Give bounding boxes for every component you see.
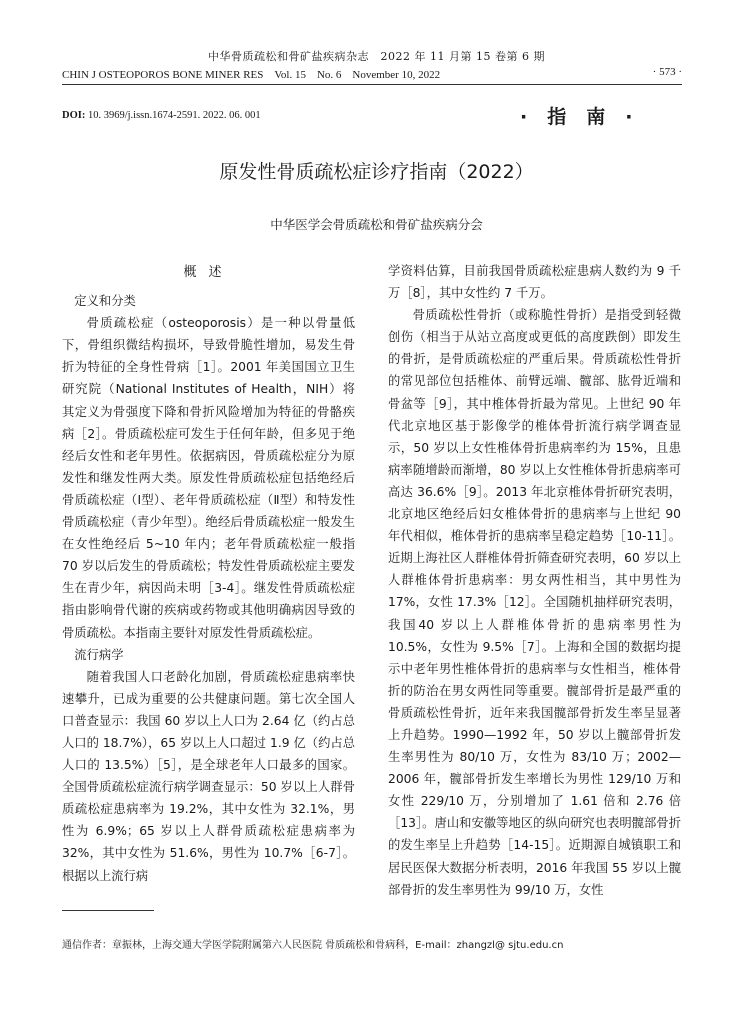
footnote-rule	[62, 910, 154, 911]
subheading-definition: 定义和分类	[74, 294, 136, 309]
journal-header-en: CHIN J OSTEOPOROS BONE MINER RES Vol. 15 No. 6 November 10, 2022	[62, 69, 441, 81]
overview-heading: 概述	[183, 265, 234, 280]
subheading-epidemiology: 流行病学	[74, 647, 124, 662]
paragraph-epidemiology-cont: 学资料估算，目前我国骨质疏松症患病人数约为 9 千万［8］，其中女性约 7 千万。	[388, 264, 681, 301]
journal-header-en-row	[62, 66, 682, 82]
paragraph-definition: 骨质疏松症（osteoporosis）是一种以骨量低下，骨组织微结构损坏，导致骨脆性增加，易发生骨折为特征的全身性骨病［1］。2001 年美国国立卫生研究院（National Institutes of Health，NIH）将其定义为骨强度下降和骨折风险增加为特征的骨骼疾病［2］。骨质疏松症可发生于任何年龄，但多见于绝经后女性和老年男性。依据病因，骨质疏松症分为原发性和继发性两大类。原发性骨质疏松症包括绝经后骨质疏松症（Ⅰ型）、老年骨质疏松症（Ⅱ型）和特发性骨质疏松症（青少年型）。绝经后骨质疏松症一般发生在女性绝经后 5~10 年内；老年骨质疏松症一般指 70 岁以后发生的骨质疏松；特发性骨质疏松症主要发生在青少年，病因尚未明［3-4］。继发性骨质疏松症指由影响骨代谢的疾病或药物或其他明确病因导致的骨质疏松。本指南主要针对原发性骨质疏松症。	[62, 316, 355, 640]
doi-value: 10. 3969/j.issn.1674-2591. 2022. 06. 001	[87, 110, 261, 121]
paragraph-epidemiology: 随着我国人口老龄化加剧，骨质疏松症患病率快速攀升，已成为重要的公共健康问题。第七次全国人口普查显示：我国 60 岁以上人口为 2.64 亿（约占总人口的 18.7%），65 岁以上人口超过 1.9 亿（约占总人口的 13.5%）［5］，是全球老年人口最多的国家。全国骨质疏松症流行病学调查显示：50 岁以上人群骨质疏松症患病率为 19.2%，其中女性为 32.1%，男性为 6.9%；65 岁以上人群骨质疏松症患病率为 32%，其中女性为 51.6%，男性为 10.7%［6-7］。根据以上流行病	[62, 669, 355, 883]
corresponding-author-footnote: 通信作者：章振林，上海交通大学医学院附属第六人民医院 骨质疏松和骨病科，E-mail：zhangzl@ sjtu.edu.cn	[62, 940, 564, 951]
left-column	[62, 262, 355, 887]
author-organization: 中华医学会骨质疏松和骨矿盐疾病分会	[270, 217, 483, 232]
section-tag: ·指南·	[520, 106, 653, 128]
journal-header-cn: 中华骨质疏松和骨矿盐疾病杂志 2022 年 11 月第 15 卷第 6 期	[208, 50, 545, 63]
article-title: 原发性骨质疏松症诊疗指南（2022）	[219, 161, 534, 183]
right-column	[388, 260, 681, 901]
doi-line	[62, 110, 261, 121]
doi-label: DOI:	[62, 110, 86, 121]
paragraph-fracture: 骨质疏松性骨折（或称脆性骨折）是指受到轻微创伤（相当于从站立高度或更低的高度跌倒）即发生的骨折，是骨质疏松症的严重后果。骨质疏松性骨折的常见部位包括椎体、前臂远端、髋部、肱骨近端和骨盆等［9］，其中椎体骨折最为常见。上世纪 90 年代北京地区基于影像学的椎体骨折流行病学调查显示，50 岁以上女性椎体骨折患病率约为 15%，且患病率随增龄而渐增，80 岁以上女性椎体骨折患病率可高达 36.6%［9］。2013 年北京椎体骨折研究表明，北京地区绝经后妇女椎体骨折的患病率与上世纪 90 年代相似，椎体骨折的患病率呈稳定趋势［10-11］。近期上海社区人群椎体骨折筛查研究表明，60 岁以上人群椎体骨折患病率：男女两性相当，其中男性为 17%，女性 17.3%［12］。全国随机抽样研究表明，我国40 岁以上人群椎体骨折的患病率男性为 10.5%，女性为 9.5%［7］。上海和全国的数据均提示中老年男性椎体骨折的患病率与女性相当，椎体骨折的防治在男女两性同等重要。髋部骨折是最严重的骨质疏松性骨折，近年来我国髋部骨折发生率呈显著上升趋势。1990—1992 年，50 岁以上髋部骨折发生率男性为 80/10 万，女性为 83/10 万；2002—2006 年，髋部骨折发生率增长为男性 129/10 万和女性 229/10 万，分别增加了 1.61 倍和 2.76 倍［13］。唐山和安徽等地区的纵向研究也表明髋部骨折的发生率呈上升趋势［14-15］。近期源自城镇职工和居民医保大数据分析表明，2016 年我国 55 岁以上髋部骨折的发生率男性为 99/10 万，女性	[388, 308, 681, 897]
page-number: · 573 ·	[652, 66, 682, 78]
header-rule	[62, 84, 682, 85]
